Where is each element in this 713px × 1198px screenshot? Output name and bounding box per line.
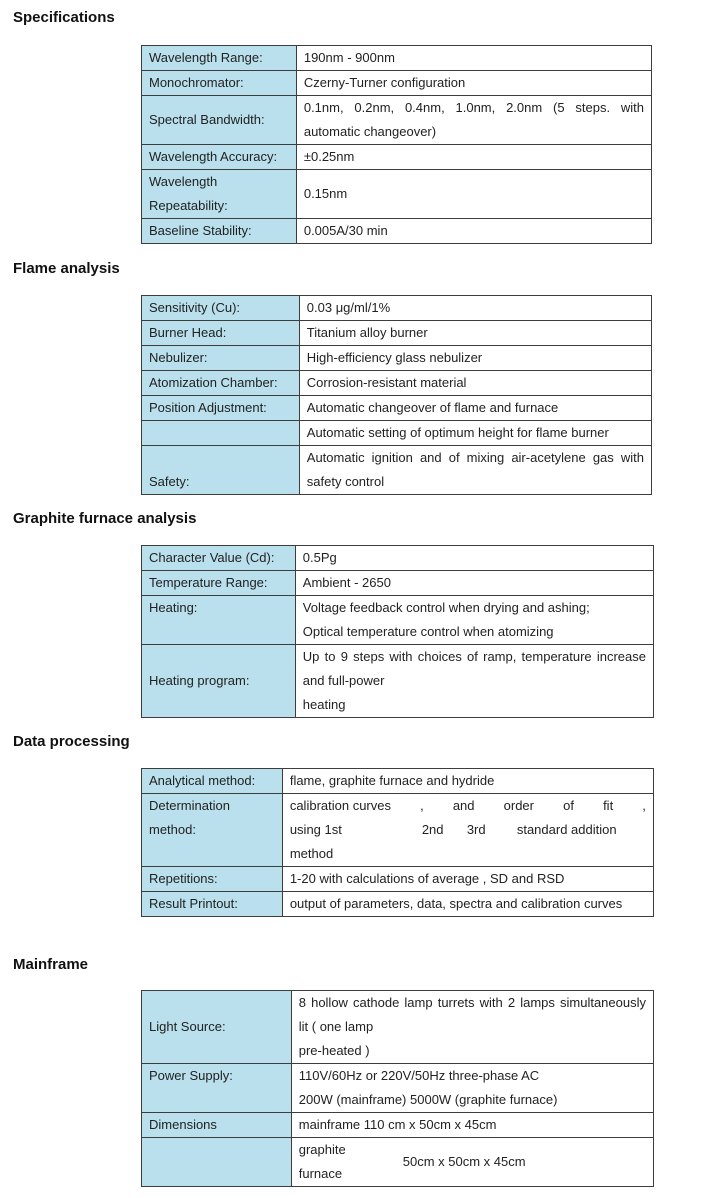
data-processing-table [141, 768, 654, 917]
spec-key-line: Determination [149, 798, 230, 813]
spec-key: Analytical method: [142, 769, 283, 794]
spec-value [295, 645, 653, 718]
dimension-value: 50cm x 50cm x 45cm [402, 1154, 526, 1169]
spec-key: Result Printout: [142, 892, 283, 917]
table-row [142, 645, 654, 718]
table-row [142, 596, 654, 645]
spec-key [142, 421, 300, 446]
spec-value: Titanium alloy burner [299, 321, 651, 346]
spec-key-line: Repeatability: [149, 198, 228, 213]
table-row [142, 892, 654, 917]
spec-value: Automatic changeover of flame and furnace [299, 396, 651, 421]
spec-value: High-efficiency glass nebulizer [299, 346, 651, 371]
spec-value-line: Up to 9 steps with choices of ramp, temperature increase and full-power [302, 649, 646, 688]
spec-key: Safety: [142, 446, 300, 495]
spec-value [291, 1064, 653, 1113]
spec-key: Heating: [142, 596, 296, 645]
table-row [142, 1138, 654, 1187]
spec-value: Corrosion-resistant material [299, 371, 651, 396]
section-title-flame-analysis: Flame analysis [13, 260, 120, 277]
spec-key: Spectral Bandwidth: [142, 96, 297, 145]
table-row [142, 571, 654, 596]
value-token: using 1st [289, 822, 342, 837]
table-row [142, 794, 654, 867]
spec-key-line: Wavelength [149, 174, 218, 189]
table-row [142, 96, 652, 145]
table-row [142, 346, 652, 371]
spec-value: output of parameters, data, spectra and calibration curves [282, 892, 653, 917]
flame-analysis-table [141, 295, 652, 495]
spec-key: Nebulizer: [142, 346, 300, 371]
table-row [142, 991, 654, 1064]
value-token: , [420, 798, 424, 813]
spec-value-line: 8 hollow cathode lamp turrets with 2 lamps simultaneously lit ( one lamp [298, 995, 646, 1034]
spec-value-line [290, 818, 646, 842]
spec-key: Atomization Chamber: [142, 371, 300, 396]
spec-key: Wavelength Range: [142, 46, 297, 71]
table-row [142, 769, 654, 794]
spec-value-line: Optical temperature control when atomizing [302, 624, 554, 639]
spec-value: 0.005A/30 min [296, 219, 651, 244]
specifications-table [141, 45, 652, 244]
value-token: calibration curves [289, 798, 391, 813]
spec-key [142, 170, 297, 219]
section-title-specifications: Specifications [13, 9, 115, 26]
spec-key: Dimensions [142, 1113, 292, 1138]
value-token: 3rd [466, 822, 486, 837]
spec-key: Character Value (Cd): [142, 546, 296, 571]
spec-value-line [290, 794, 646, 818]
value-token: , [642, 798, 646, 813]
table-row [142, 170, 652, 219]
spec-value: 190nm - 900nm [296, 46, 651, 71]
spec-value [291, 991, 653, 1064]
spec-value: 0.1nm, 0.2nm, 0.4nm, 1.0nm, 2.0nm (5 steps. with automatic changeover) [296, 96, 651, 145]
spec-key: Repetitions: [142, 867, 283, 892]
spec-value: Czerny-Turner configuration [296, 71, 651, 96]
spec-key: Light Source: [142, 991, 292, 1064]
value-token: 2nd [421, 822, 444, 837]
spec-value: mainframe 110 cm x 50cm x 45cm [291, 1113, 653, 1138]
section-title-data-processing: Data processing [13, 733, 130, 750]
spec-value [295, 596, 653, 645]
spec-value [291, 1138, 653, 1187]
value-token: of [563, 798, 574, 813]
value-token: order [503, 798, 534, 813]
spec-value: Ambient - 2650 [295, 571, 653, 596]
graphite-furnace-table [141, 545, 654, 718]
spec-key: Sensitivity (Cu): [142, 296, 300, 321]
section-title-graphite-furnace-analysis: Graphite furnace analysis [13, 510, 197, 527]
spec-key: Heating program: [142, 645, 296, 718]
mainframe-table [141, 990, 654, 1187]
spec-value-line: 200W (mainframe) 5000W (graphite furnace) [298, 1092, 558, 1107]
dimension-label [299, 1138, 403, 1186]
spec-key: Monochromator: [142, 71, 297, 96]
table-row [142, 446, 652, 495]
table-row [142, 145, 652, 170]
table-row [142, 421, 652, 446]
table-row [142, 219, 652, 244]
spec-value: flame, graphite furnace and hydride [282, 769, 653, 794]
spec-value-line: 110V/60Hz or 220V/50Hz three-phase AC [298, 1068, 540, 1083]
table-row [142, 1064, 654, 1113]
spec-value: 0.15nm [296, 170, 651, 219]
spec-key: Power Supply: [142, 1064, 292, 1113]
spec-value-line: heating [302, 697, 346, 712]
spec-value-line: furnace [298, 1166, 343, 1181]
spec-key [142, 794, 283, 867]
spec-key: Temperature Range: [142, 571, 296, 596]
spec-value-line: method [289, 846, 334, 861]
spec-value: Automatic ignition and of mixing air-acetylene gas with safety control [299, 446, 651, 495]
table-row [142, 867, 654, 892]
table-row [142, 296, 652, 321]
spec-value: 0.03 μg/ml/1% [299, 296, 651, 321]
spec-key [142, 1138, 292, 1187]
spec-key: Wavelength Accuracy: [142, 145, 297, 170]
table-row [142, 1113, 654, 1138]
table-row [142, 46, 652, 71]
spec-key-line: method: [149, 822, 196, 837]
table-row [142, 321, 652, 346]
table-row [142, 371, 652, 396]
spec-value: 1-20 with calculations of average , SD and RSD [282, 867, 653, 892]
section-title-mainframe: Mainframe [13, 956, 89, 973]
value-token: and [452, 798, 475, 813]
value-token: standard addition [516, 822, 617, 837]
table-row [142, 396, 652, 421]
spec-value-line: Voltage feedback control when drying and ashing; [302, 600, 590, 615]
spec-value [282, 794, 653, 867]
spec-value-line: pre-heated ) [298, 1043, 370, 1058]
table-row [142, 71, 652, 96]
spec-key: Burner Head: [142, 321, 300, 346]
spec-value: ±0.25nm [296, 145, 651, 170]
spec-key: Position Adjustment: [142, 396, 300, 421]
spec-value: Automatic setting of optimum height for flame burner [299, 421, 651, 446]
spec-key: Baseline Stability: [142, 219, 297, 244]
value-token: fit [603, 798, 614, 813]
spec-value: 0.5Pg [295, 546, 653, 571]
table-row [142, 546, 654, 571]
spec-value-line: graphite [298, 1142, 346, 1157]
